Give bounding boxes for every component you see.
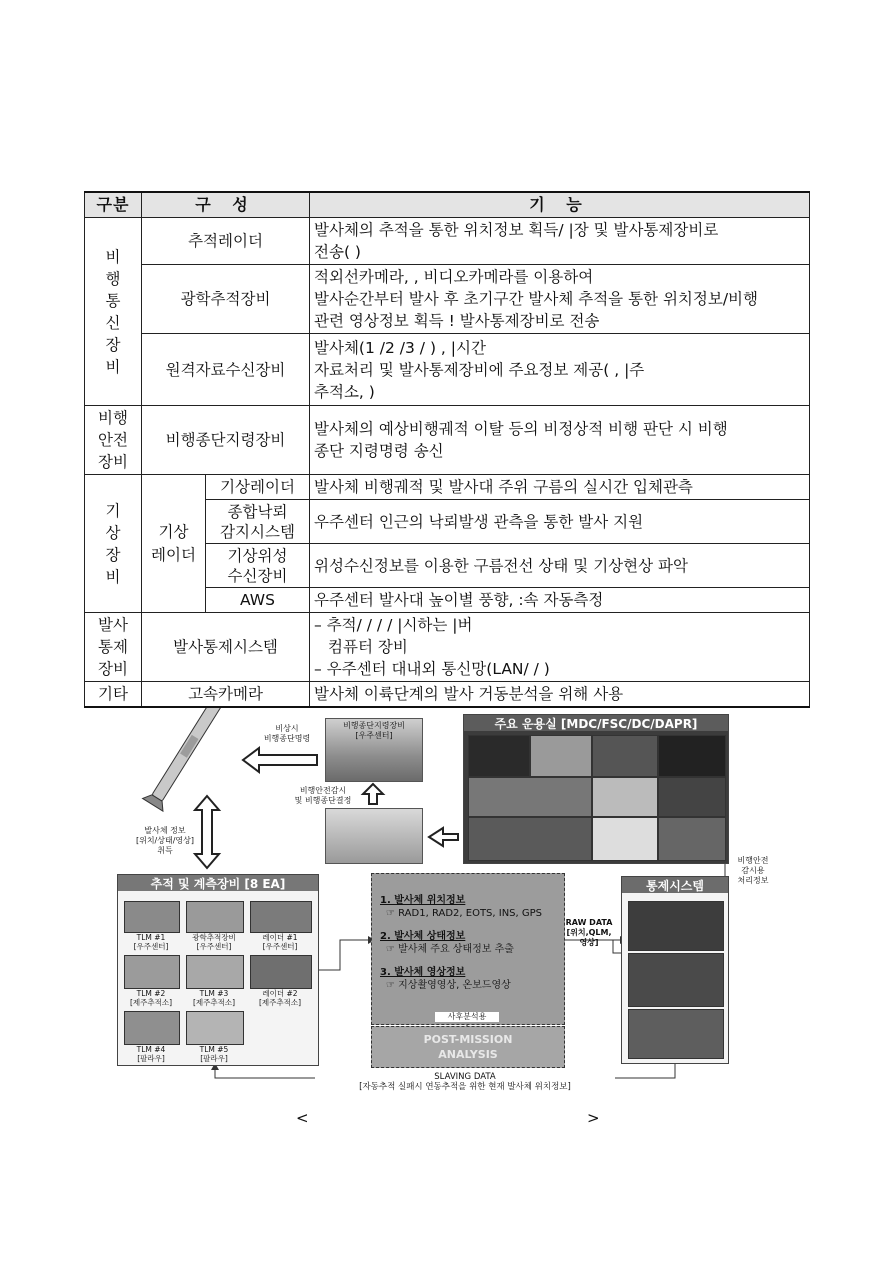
tracking-equipment-title: 추적 및 계측장비 [8 EA]	[118, 875, 318, 891]
slaving-data-title: SLAVING DATA	[434, 1072, 496, 1082]
function-line: – 우주센터 대내외 통신망(LAN/ / )	[314, 660, 550, 678]
header-component: 구 성	[142, 192, 310, 218]
component-aws: AWS	[206, 588, 310, 613]
vehicle-info-label: 발사체 정보 [위치/상태/영상] 취득	[135, 826, 194, 855]
caption-open-bracket: <	[296, 1109, 309, 1127]
function-launch-control-system	[310, 613, 810, 682]
tracking-item-caption: 레이더 #1 [우주센터]	[262, 933, 298, 951]
function-line: 적외선카메라, , 비디오카메라를 이용하여	[314, 268, 594, 286]
function-line: – 추적/ / / / |시하는 |버	[314, 616, 473, 634]
post-mission-text: POST-MISSION ANALYSIS	[423, 1033, 513, 1061]
function-highspeed-camera: 발사체 이륙단계의 발사 거동분석을 위해 사용	[310, 682, 810, 708]
function-telemetry-receiver	[310, 334, 810, 406]
caption-close-bracket: >	[587, 1109, 600, 1127]
function-line: 발사순간부터 발사 후 초기구간 발사체 추적을 통한 위치정보/비행	[314, 290, 758, 308]
tracking-item-caption: TLM #1 [우주센터]	[133, 933, 169, 951]
component-lightning-detection: 종합낙뢰 감지시스템	[206, 500, 310, 544]
status-info-heading: 2. 발사체 상태정보	[380, 931, 466, 942]
group-weather: 기 상 장 비	[85, 475, 142, 613]
group-launch-control: 발사 통제 장비	[85, 613, 142, 682]
group-flight-telemetry: 비 행 통 신 장 비	[85, 218, 142, 406]
header-function: 기 능	[310, 192, 810, 218]
function-weather-satellite: 위성수신정보를 이용한 구름전선 상태 및 기상현상 파악	[310, 544, 810, 588]
tracking-item-caption: 광학추적장비 [우주센터]	[192, 933, 236, 951]
data-processing-box	[371, 873, 565, 1025]
slaving-data-desc: [자동추적 실패시 연동추적을 위한 현재 발사체 위치정보]	[359, 1082, 571, 1092]
component-weather-radar: 기상레이더	[206, 475, 310, 500]
component-telemetry-receiver: 원격자료수신장비	[142, 334, 310, 406]
raw-data-label: RAW DATA [위치,QLM, 영상]	[565, 918, 613, 947]
function-line: 종단 지령명령 송신	[314, 442, 444, 460]
control-room-photo	[325, 808, 423, 864]
group-other: 기타	[85, 682, 142, 708]
group-flight-safety: 비행 안전 장비	[85, 406, 142, 475]
status-info-detail: ☞ 발사체 주요 상태정보 추출	[386, 944, 514, 955]
component-highspeed-camera: 고속카메라	[142, 682, 310, 708]
function-line: 컴퓨터 장비	[328, 638, 408, 656]
termination-station-photo	[325, 718, 423, 782]
post-analysis-label: 사후분석용	[435, 1012, 499, 1022]
position-info-heading: 1. 발사체 위치정보	[380, 895, 466, 906]
emergency-termination-label: 비상시 비행종단명령	[263, 724, 311, 743]
subgroup-weather-radar: 기상 레이더	[142, 475, 206, 613]
slaving-data-label	[315, 1072, 615, 1092]
termination-station-caption: 비행종단지령장비 [우주센터]	[343, 721, 405, 740]
function-optical-tracking	[310, 265, 810, 334]
position-info-detail: ☞ RAD1, RAD2, EOTS, INS, GPS	[386, 908, 543, 919]
function-lightning-detection: 우주센터 인근의 낙뢰발생 관측을 통한 발사 지원	[310, 500, 810, 544]
function-weather-radar: 발사체 비행궤적 및 발사대 주위 구름의 실시간 입체관측	[310, 475, 810, 500]
component-optical-tracking: 광학추적장비	[142, 265, 310, 334]
function-line: 발사체의 추적을 통한 위치정보 획득/ |장 및 발사통제장비로	[314, 221, 719, 239]
component-tracking-radar: 추적레이더	[142, 218, 310, 265]
function-tracking-radar	[310, 218, 810, 265]
function-flight-termination	[310, 406, 810, 475]
ops-to-room-arrow	[429, 828, 458, 846]
function-line: 발사체의 예상비행궤적 이탈 등의 비정상적 비행 판단 시 비행	[314, 420, 728, 438]
component-weather-satellite: 기상위성 수신장비	[206, 544, 310, 588]
control-system-panel	[621, 876, 729, 1064]
ops-room-title: 주요 운용실 [MDC/FSC/DC/DAPR]	[464, 715, 728, 731]
safety-up-arrow	[363, 784, 383, 804]
tracking-item-caption: TLM #4 [팔라우]	[136, 1045, 166, 1063]
rocket-icon	[143, 708, 241, 811]
safety-watch-label: 비행안전감시 및 비행종단결정	[294, 786, 352, 805]
tracking-item-caption: TLM #3 [제주추적소]	[192, 989, 236, 1007]
video-info-heading: 3. 발사체 영상정보	[380, 967, 466, 978]
tracking-item-caption: TLM #5 [팔라우]	[199, 1045, 229, 1063]
safety-data-label: 비행안전 감시용 처리정보	[737, 856, 769, 885]
control-system-title: 통제시스템	[622, 877, 728, 893]
component-launch-control-system: 발사통제시스템	[142, 613, 310, 682]
function-line: 추적소, )	[314, 382, 375, 401]
tracking-item-caption: TLM #2 [제주추적소]	[129, 989, 173, 1007]
equipment-spec-table	[84, 191, 810, 708]
component-flight-termination: 비행종단지령장비	[142, 406, 310, 475]
tracking-equipment-panel	[117, 874, 319, 1066]
emergency-arrow	[243, 748, 317, 772]
post-mission-analysis-box	[371, 1026, 565, 1068]
function-line: 관련 영상정보 획득 ! 발사통제장비로 전송	[314, 312, 600, 330]
function-line: 자료처리 및 발사통제장비에 주요정보 제공( , |주	[314, 360, 645, 379]
function-line: 발사체(1 /2 /3 / ) , |시간	[314, 338, 486, 357]
function-aws: 우주센터 발사대 높이별 풍향, :속 자동측정	[310, 588, 810, 613]
launch-system-diagram	[115, 708, 782, 1096]
tracking-item-caption: 레이더 #2 [제주추적소]	[258, 989, 302, 1007]
main-ops-room-panel	[463, 714, 729, 864]
header-category: 구분	[85, 192, 142, 218]
function-line: 전송( )	[314, 243, 361, 261]
video-info-detail: ☞ 지상촬영영상, 온보드영상	[386, 980, 511, 991]
